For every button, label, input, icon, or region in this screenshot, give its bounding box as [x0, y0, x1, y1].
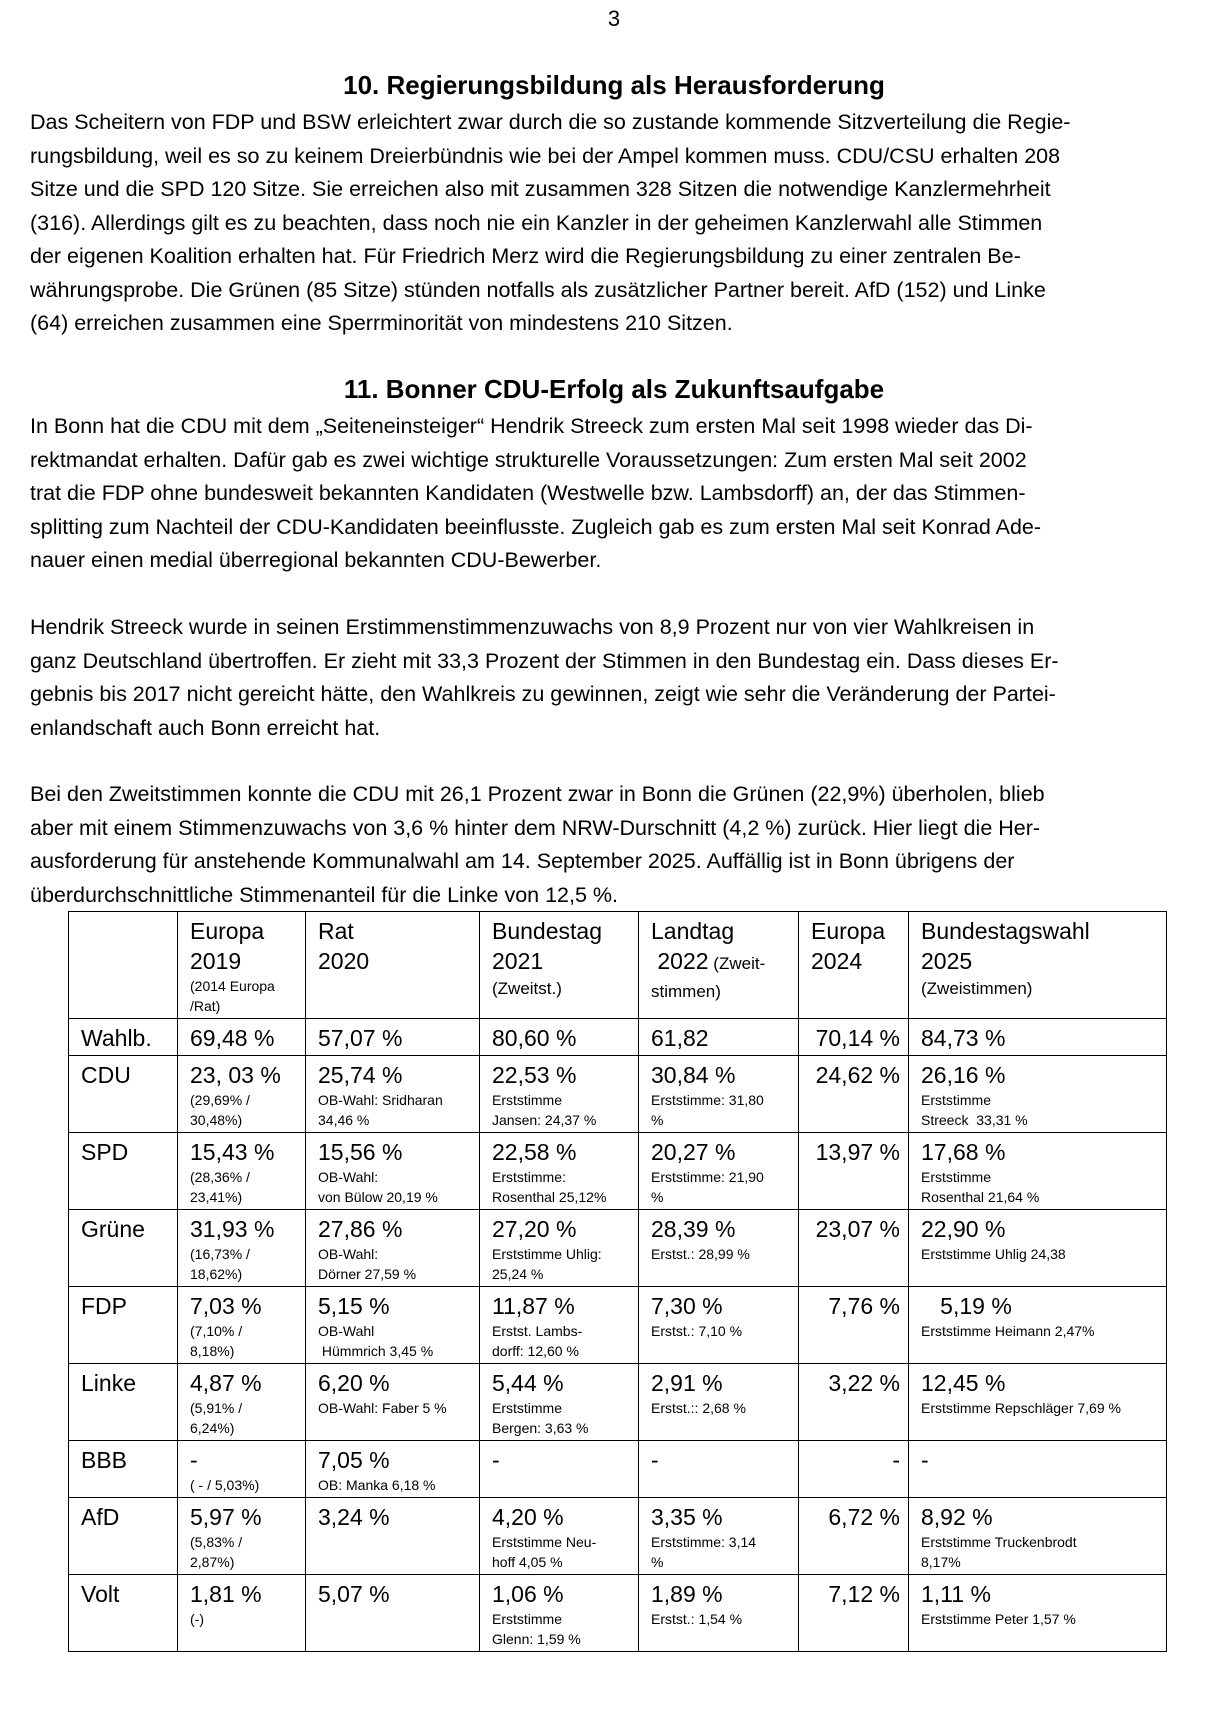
- cell-note: 8,18%): [190, 1343, 235, 1359]
- party-label: [69, 1498, 178, 1575]
- table-cell: [909, 1498, 1167, 1575]
- column-header-subtext: (2014 Europa: [190, 978, 275, 994]
- table-cell: [480, 1210, 639, 1287]
- table-cell: [480, 1019, 639, 1056]
- cell-note: 18,62%): [190, 1266, 243, 1282]
- cell-value: 4,20 %: [492, 1504, 564, 1530]
- party-label: [69, 1019, 178, 1056]
- election-results-table: [68, 911, 1167, 1652]
- party-label: [69, 1133, 178, 1210]
- table-row: [69, 1364, 1167, 1441]
- cell-value: 61,82: [651, 1025, 709, 1051]
- cell-value: 25,74 %: [318, 1062, 403, 1088]
- cell-value: 17,68 %: [921, 1139, 1006, 1165]
- column-header-year-text: 2025: [921, 948, 973, 974]
- cell-value: 22,90 %: [921, 1216, 1006, 1242]
- cell-note: Dörner 27,59 %: [318, 1266, 417, 1282]
- column-header: [480, 912, 639, 1019]
- table-cell: [480, 1287, 639, 1364]
- table-header-row: [69, 912, 1167, 1019]
- cell-value: 6,20 %: [318, 1370, 390, 1396]
- section-11-paragraph-1: [30, 410, 1202, 578]
- cell-note: %: [651, 1112, 664, 1128]
- text-line: Sitze und die SPD 120 Sitze. Sie erreichen also mit zusammen 328 Sitzen die notwendige Kanzlermehrheit: [30, 177, 1051, 201]
- cell-value: 22,53 %: [492, 1062, 577, 1088]
- cell-note: Erststimme Repschläger 7,69 %: [921, 1400, 1121, 1416]
- column-header: [178, 912, 306, 1019]
- cell-value: 27,86 %: [318, 1216, 403, 1242]
- cell-value: 69,48 %: [190, 1025, 275, 1051]
- table-row: [69, 1210, 1167, 1287]
- cell-note: OB-Wahl:: [318, 1246, 379, 1262]
- cell-note: Erststimme:: [492, 1169, 566, 1185]
- cell-note: Erststimme Neu-: [492, 1534, 597, 1550]
- cell-value: 3,24 %: [318, 1504, 390, 1530]
- cell-note: Erstst.: 1,54 %: [651, 1611, 743, 1627]
- column-header-year: [811, 946, 900, 976]
- table-cell: [639, 1498, 799, 1575]
- cell-note: 6,24%): [190, 1420, 235, 1436]
- cell-value: 12,45 %: [921, 1370, 1006, 1396]
- column-header-year: [921, 946, 1158, 976]
- column-header: [799, 912, 909, 1019]
- cell-note: 23,41%): [190, 1189, 243, 1205]
- table-cell: [909, 1210, 1167, 1287]
- cell-note: Rosenthal 21,64 %: [921, 1189, 1040, 1205]
- table-cell: [178, 1364, 306, 1441]
- party-name: Volt: [81, 1581, 120, 1607]
- table-cell: [799, 1364, 909, 1441]
- party-label: [69, 1287, 178, 1364]
- cell-note: Erststimme Heimann 2,47%: [921, 1323, 1095, 1339]
- column-header: [69, 912, 178, 1019]
- table-cell: [178, 1056, 306, 1133]
- cell-note: Jansen: 24,37 %: [492, 1112, 597, 1128]
- column-header-year: [190, 946, 297, 976]
- column-header-subtext: (Zweistimmen): [921, 979, 1033, 998]
- cell-note: (28,36% /: [190, 1169, 250, 1185]
- table-cell: [909, 1287, 1167, 1364]
- cell-value: 7,30 %: [651, 1293, 723, 1319]
- cell-note: hoff 4,05 %: [492, 1554, 563, 1570]
- column-header-year-text: 2022: [651, 948, 709, 974]
- cell-note: Erststimme: [492, 1092, 562, 1108]
- table-cell: [178, 1210, 306, 1287]
- text-line: (64) erreichen zusammen eine Sperrminorität von mindestens 210 Sitzen.: [30, 311, 733, 335]
- column-header-title: Rat: [318, 918, 354, 944]
- table-cell: [178, 1133, 306, 1210]
- column-header-note: (Zweit-: [708, 954, 766, 973]
- table-row: [69, 1441, 1167, 1498]
- table-cell: [799, 1210, 909, 1287]
- column-header-title: Bundestag: [492, 918, 602, 944]
- cell-value: 31,93 %: [190, 1216, 275, 1242]
- column-header-year: [492, 946, 630, 976]
- table-cell: [799, 1498, 909, 1575]
- text-line: Hendrik Streeck wurde in seinen Erstimmenstimmenzuwachs von 8,9 Prozent nur von vier Wahlkreisen in: [30, 615, 1035, 639]
- cell-value: 27,20 %: [492, 1216, 577, 1242]
- text-line: trat die FDP ohne bundesweit bekannten Kandidaten (Westwelle bzw. Lambsdorff) an, der das Stimmen-: [30, 481, 1026, 505]
- cell-note: 34,46 %: [318, 1112, 370, 1128]
- party-name: FDP: [81, 1293, 127, 1319]
- cell-value: 4,87 %: [190, 1370, 262, 1396]
- cell-note: Erststimme: [492, 1611, 562, 1627]
- table-cell: [306, 1364, 480, 1441]
- cell-note: von Bülow 20,19 %: [318, 1189, 438, 1205]
- section-11-paragraph-3: [30, 778, 1202, 912]
- cell-value: 15,43 %: [190, 1139, 275, 1165]
- table-cell: [909, 1364, 1167, 1441]
- page-number: 3: [607, 6, 621, 31]
- column-header-subtext: stimmen): [651, 982, 721, 1001]
- text-line: überdurchschnittliche Stimmenanteil für die Linke von 12,5 %.: [30, 882, 618, 907]
- cell-note: OB-Wahl: Faber 5 %: [318, 1400, 447, 1416]
- table-cell: [306, 1575, 480, 1652]
- cell-value: 20,27 %: [651, 1139, 736, 1165]
- table-cell: [306, 1133, 480, 1210]
- cell-note: Erstst. Lambs-: [492, 1323, 583, 1339]
- cell-note: OB-Wahl:: [318, 1169, 379, 1185]
- cell-note: Erststimme: 31,80: [651, 1092, 764, 1108]
- cell-value: 26,16 %: [921, 1062, 1006, 1088]
- cell-note: OB-Wahl: [318, 1323, 375, 1339]
- cell-note: Hümmrich 3,45 %: [318, 1343, 434, 1359]
- text-line: der eigenen Koalition erhalten hat. Für Friedrich Merz wird die Regierungsbildung zu einer zentralen Be-: [30, 244, 1021, 268]
- cell-note: 25,24 %: [492, 1266, 544, 1282]
- cell-note: OB-Wahl: Sridharan: [318, 1092, 443, 1108]
- cell-note: Erstst.: 7,10 %: [651, 1323, 743, 1339]
- party-label: [69, 1441, 178, 1498]
- cell-note: Rosenthal 25,12%: [492, 1189, 607, 1205]
- column-header-title: Europa: [190, 918, 265, 944]
- cell-note: Erststimme Uhlig 24,38: [921, 1246, 1066, 1262]
- cell-note: 30,48%): [190, 1112, 243, 1128]
- section-10-heading: 10. Regierungsbildung als Herausforderung: [343, 70, 885, 100]
- party-name: Grüne: [81, 1216, 145, 1242]
- cell-note: %: [651, 1189, 664, 1205]
- cell-note: (29,69% /: [190, 1092, 250, 1108]
- table-cell: [799, 1575, 909, 1652]
- party-name: CDU: [81, 1062, 131, 1088]
- section-11-paragraph-2: [30, 611, 1202, 745]
- text-line: nauer einen medial überregional bekannten CDU-Bewerber.: [30, 548, 602, 572]
- cell-value: 1,89 %: [651, 1581, 723, 1607]
- cell-value: 5,44 %: [492, 1370, 564, 1396]
- table-cell: [799, 1287, 909, 1364]
- cell-value: 7,05 %: [318, 1447, 390, 1473]
- column-header-subtext: (Zweitst.): [492, 979, 562, 998]
- cell-value: 5,07 %: [318, 1581, 390, 1607]
- table-cell: [306, 1498, 480, 1575]
- column-header-year: [651, 946, 790, 979]
- table-row: [69, 1498, 1167, 1575]
- table-cell: [909, 1019, 1167, 1056]
- cell-value: 5,97 %: [190, 1504, 262, 1530]
- table-row: [69, 1287, 1167, 1364]
- party-label: [69, 1056, 178, 1133]
- cell-note: (5,83% /: [190, 1534, 243, 1550]
- cell-value: 57,07 %: [318, 1025, 403, 1051]
- table-cell: [639, 1056, 799, 1133]
- cell-value: 24,62 %: [815, 1062, 900, 1088]
- column-header-title: Europa: [811, 918, 886, 944]
- table-cell: [639, 1287, 799, 1364]
- cell-note: 8,17%: [921, 1554, 961, 1570]
- table-cell: [306, 1019, 480, 1056]
- cell-note: Erststimme: [921, 1092, 991, 1108]
- cell-note: (7,10% /: [190, 1323, 243, 1339]
- column-header-year-text: 2021: [492, 948, 544, 974]
- cell-note: dorff: 12,60 %: [492, 1343, 579, 1359]
- table-cell: [639, 1441, 799, 1498]
- party-label: [69, 1210, 178, 1287]
- text-line: rungsbildung, weil es so zu keinem Dreierbündnis wie bei der Ampel kommen muss. CDU/CSU erhalten 208: [30, 143, 1061, 168]
- cell-value: 3,22 %: [828, 1370, 900, 1396]
- cell-value: 80,60 %: [492, 1025, 577, 1051]
- cell-value: -: [190, 1447, 198, 1473]
- table-cell: [639, 1575, 799, 1652]
- cell-note: Erststimme: 21,90: [651, 1169, 764, 1185]
- column-header-title: Landtag: [651, 918, 735, 944]
- table-row: [69, 1575, 1167, 1652]
- table-row: [69, 1019, 1167, 1056]
- party-name: AfD: [81, 1504, 120, 1530]
- table-cell: [799, 1133, 909, 1210]
- party-name: SPD: [81, 1139, 129, 1165]
- cell-note: (5,91% /: [190, 1400, 243, 1416]
- table-cell: [639, 1019, 799, 1056]
- table-cell: [639, 1210, 799, 1287]
- text-line: währungsprobe. Die Grünen (85 Sitze) stünden notfalls als zusätzlicher Partner bereit. AfD (152) und Linke: [30, 277, 1046, 302]
- cell-value: -: [921, 1447, 929, 1473]
- column-header-year-text: 2020: [318, 948, 370, 974]
- table-cell: [909, 1133, 1167, 1210]
- cell-value: 6,72 %: [828, 1504, 900, 1530]
- cell-note: Streeck 33,31 %: [921, 1112, 1028, 1128]
- table-row: [69, 1133, 1167, 1210]
- text-line: Bei den Zweitstimmen konnte die CDU mit 26,1 Prozent zwar in Bonn die Grünen (22,9%) überholen, blieb: [30, 782, 1045, 806]
- text-line: In Bonn hat die CDU mit dem „Seiteneinsteiger“ Hendrik Streeck zum ersten Mal seit 1998 wieder das Di-: [30, 414, 1033, 438]
- cell-note: Erststimme Truckenbrodt: [921, 1534, 1077, 1550]
- cell-value: 2,91 %: [651, 1370, 723, 1396]
- cell-value: 7,76 %: [828, 1293, 900, 1319]
- cell-value: 30,84 %: [651, 1062, 736, 1088]
- text-line: aber mit einem Stimmenzuwachs von 3,6 % hinter dem NRW-Durschnitt (4,2 %) zurück. Hier liegt die Her-: [30, 815, 1041, 840]
- table-cell: [480, 1575, 639, 1652]
- table-cell: [178, 1575, 306, 1652]
- cell-value: 1,11 %: [921, 1581, 991, 1607]
- text-line: splitting zum Nachteil der CDU-Kandidaten beeinflusste. Zugleich gab es zum ersten Mal seit Konrad Ade-: [30, 514, 1042, 539]
- cell-value: 1,81 %: [190, 1581, 262, 1607]
- column-header: [639, 912, 799, 1019]
- table-row: [69, 1056, 1167, 1133]
- cell-value: 11,87 %: [492, 1293, 575, 1319]
- cell-value: 84,73 %: [921, 1025, 1006, 1051]
- cell-value: 13,97 %: [815, 1139, 900, 1165]
- table-cell: [799, 1056, 909, 1133]
- text-line: ganz Deutschland übertroffen. Er zieht mit 33,3 Prozent der Stimmen in den Bundestag ein. Dass dieses Er-: [30, 648, 1059, 673]
- cell-value: -: [892, 1447, 900, 1473]
- cell-value: 7,03 %: [190, 1293, 262, 1319]
- table-cell: [306, 1210, 480, 1287]
- text-line: (316). Allerdings gilt es zu beachten, dass noch nie ein Kanzler in der geheimen Kanzlerwahl alle Stimmen: [30, 210, 1043, 235]
- column-header-subtext: /Rat): [190, 998, 221, 1014]
- table-cell: [480, 1364, 639, 1441]
- table-cell: [178, 1498, 306, 1575]
- text-line: enlandschaft auch Bonn erreicht hat.: [30, 715, 381, 740]
- cell-note: OB: Manka 6,18 %: [318, 1477, 436, 1493]
- column-header-title: Bundestagswahl: [921, 918, 1090, 944]
- column-header-year: [318, 946, 471, 976]
- text-line: Das Scheitern von FDP und BSW erleichtert zwar durch die so zustande kommende Sitzverteilung die Regie-: [30, 110, 1071, 134]
- cell-value: 5,19 %: [921, 1293, 1012, 1319]
- cell-note: Erststimme: 3,14: [651, 1534, 757, 1550]
- cell-note: Erstst.: 28,99 %: [651, 1246, 750, 1262]
- cell-note: Erststimme: [492, 1400, 562, 1416]
- party-name: Wahlb.: [81, 1025, 152, 1051]
- column-header: [306, 912, 480, 1019]
- party-name: Linke: [81, 1370, 136, 1396]
- table-cell: [480, 1498, 639, 1575]
- cell-note: Glenn: 1,59 %: [492, 1631, 581, 1647]
- cell-note: Erstst.:: 2,68 %: [651, 1400, 746, 1416]
- cell-note: Erststimme Uhlig:: [492, 1246, 602, 1262]
- party-label: [69, 1575, 178, 1652]
- section-11-heading: 11. Bonner CDU-Erfolg als Zukunftsaufgabe: [343, 374, 885, 404]
- cell-note: (-): [190, 1611, 204, 1627]
- cell-value: 23,07 %: [815, 1216, 900, 1242]
- text-line: rektmandat erhalten. Dafür gab es zwei wichtige strukturelle Voraussetzungen: Zum ersten Mal seit 2002: [30, 447, 1027, 472]
- table-cell: [909, 1575, 1167, 1652]
- cell-note: 2,87%): [190, 1554, 235, 1570]
- table-cell: [178, 1441, 306, 1498]
- text-line: ausforderung für anstehende Kommunalwahl am 14. September 2025. Auffällig ist in Bonn übrigens der: [30, 849, 1015, 873]
- cell-value: 23, 03 %: [190, 1062, 281, 1088]
- table-cell: [799, 1441, 909, 1498]
- cell-value: 5,15 %: [318, 1293, 390, 1319]
- table-cell: [178, 1287, 306, 1364]
- cell-value: 28,39 %: [651, 1216, 736, 1242]
- party-label: [69, 1364, 178, 1441]
- cell-note: ( - / 5,03%): [190, 1477, 260, 1493]
- table-cell: [306, 1287, 480, 1364]
- cell-value: -: [651, 1447, 659, 1473]
- table-cell: [480, 1133, 639, 1210]
- party-name: BBB: [81, 1447, 128, 1473]
- cell-note: Erststimme: [921, 1169, 991, 1185]
- cell-value: 70,14 %: [815, 1025, 900, 1051]
- section-10-paragraph: [30, 106, 1202, 341]
- cell-note: Bergen: 3,63 %: [492, 1420, 589, 1436]
- table-cell: [480, 1056, 639, 1133]
- table-cell: [909, 1441, 1167, 1498]
- cell-note: (16,73% /: [190, 1246, 250, 1262]
- table-cell: [909, 1056, 1167, 1133]
- table-cell: [639, 1364, 799, 1441]
- table-cell: [799, 1019, 909, 1056]
- cell-value: 3,35 %: [651, 1504, 723, 1530]
- text-line: gebnis bis 2017 nicht gereicht hätte, den Wahlkreis zu gewinnen, zeigt wie sehr die Veränderung der Partei-: [30, 682, 1056, 706]
- cell-value: -: [492, 1447, 500, 1473]
- table-cell: [306, 1056, 480, 1133]
- table-cell: [306, 1441, 480, 1498]
- cell-value: 22,58 %: [492, 1139, 577, 1165]
- table-cell: [639, 1133, 799, 1210]
- cell-value: 1,06 %: [492, 1581, 564, 1607]
- cell-note: %: [651, 1554, 664, 1570]
- cell-value: 7,12 %: [828, 1581, 900, 1607]
- cell-note: Erststimme Peter 1,57 %: [921, 1611, 1076, 1627]
- column-header-year-text: 2024: [811, 948, 863, 974]
- column-header-year-text: 2019: [190, 948, 242, 974]
- column-header: [909, 912, 1167, 1019]
- table-cell: [178, 1019, 306, 1056]
- table-cell: [480, 1441, 639, 1498]
- cell-value: 8,92 %: [921, 1504, 993, 1530]
- cell-value: 15,56 %: [318, 1139, 403, 1165]
